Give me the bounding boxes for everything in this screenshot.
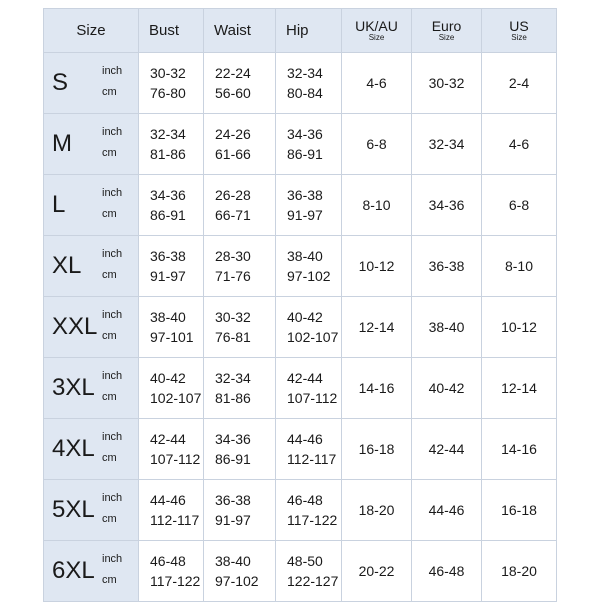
us-size-cell: 10-12	[482, 297, 557, 358]
waist-inch-value: 32-34	[215, 370, 251, 386]
waist-cm-value: 66-71	[215, 207, 251, 223]
hip-cm-value: 91-97	[287, 207, 323, 223]
hip-inch-value: 42-44	[287, 370, 323, 386]
us-size-cell: 8-10	[482, 236, 557, 297]
waist-cell	[204, 541, 276, 602]
euro-size-cell: 30-32	[412, 53, 482, 114]
size-cell	[44, 541, 139, 602]
bust-inch-value: 34-36	[150, 187, 186, 203]
waist-inch-value: 36-38	[215, 492, 251, 508]
size-cell	[44, 419, 139, 480]
size-cell	[44, 175, 139, 236]
euro-size-cell: 46-48	[412, 541, 482, 602]
bust-cell	[139, 358, 204, 419]
waist-cm-value: 81-86	[215, 390, 251, 406]
size-label: S	[52, 69, 69, 96]
euro-size-cell: 44-46	[412, 480, 482, 541]
size-cell	[44, 236, 139, 297]
us-size-cell: 14-16	[482, 419, 557, 480]
bust-cm-value: 107-112	[150, 451, 201, 467]
uk-au-size-cell: 14-16	[342, 358, 412, 419]
bust-cell	[139, 114, 204, 175]
euro-size-cell: 36-38	[412, 236, 482, 297]
waist-cell	[204, 53, 276, 114]
unit-inch-label: inch	[102, 65, 123, 77]
hip-inch-value: 38-40	[287, 248, 323, 264]
unit-cm-label: cm	[102, 147, 117, 159]
size-label: 4XL	[52, 435, 95, 462]
table-row	[44, 358, 557, 419]
waist-cm-value: 91-97	[215, 512, 251, 528]
unit-inch-label: inch	[102, 553, 123, 565]
header-size: Size	[44, 9, 139, 53]
hip-cm-value: 112-117	[287, 451, 337, 467]
hip-inch-value: 40-42	[287, 309, 323, 325]
unit-inch-label: inch	[102, 492, 123, 504]
size-chart-table	[43, 8, 557, 602]
waist-cell	[204, 297, 276, 358]
waist-cm-value: 71-76	[215, 268, 251, 284]
size-label: 3XL	[52, 374, 95, 401]
table-row	[44, 175, 557, 236]
header-us	[482, 9, 557, 53]
header-uk-au	[342, 9, 412, 53]
size-cell	[44, 297, 139, 358]
uk-au-size-cell: 16-18	[342, 419, 412, 480]
table-row	[44, 541, 557, 602]
unit-inch-label: inch	[102, 431, 123, 443]
waist-cell	[204, 175, 276, 236]
hip-inch-value: 44-46	[287, 431, 323, 447]
hip-inch-value: 34-36	[287, 126, 323, 142]
hip-cell	[276, 358, 342, 419]
bust-inch-value: 36-38	[150, 248, 186, 264]
bust-cell	[139, 236, 204, 297]
table-row	[44, 236, 557, 297]
uk-au-size-cell: 20-22	[342, 541, 412, 602]
euro-size-cell: 40-42	[412, 358, 482, 419]
hip-cell	[276, 419, 342, 480]
unit-inch-label: inch	[102, 187, 123, 199]
us-size-cell: 4-6	[482, 114, 557, 175]
uk-au-size-cell: 8-10	[342, 175, 412, 236]
euro-size-cell: 34-36	[412, 175, 482, 236]
hip-cell	[276, 53, 342, 114]
size-label: XXL	[52, 313, 98, 340]
unit-inch-label: inch	[102, 126, 123, 138]
table-row	[44, 114, 557, 175]
waist-cm-value: 86-91	[215, 451, 251, 467]
bust-cell	[139, 541, 204, 602]
hip-cell	[276, 297, 342, 358]
unit-cm-label: cm	[102, 574, 117, 586]
header-uk-au-sublabel: Size	[368, 33, 385, 42]
us-size-cell: 18-20	[482, 541, 557, 602]
header-euro-label: Euro	[431, 18, 462, 34]
table-row	[44, 480, 557, 541]
header-us-sublabel: Size	[511, 33, 527, 42]
waist-inch-value: 22-24	[215, 65, 251, 81]
table-row	[44, 297, 557, 358]
unit-inch-label: inch	[102, 248, 123, 260]
hip-cm-value: 107-112	[287, 390, 338, 406]
bust-cm-value: 102-107	[150, 390, 202, 406]
bust-cm-value: 81-86	[150, 146, 186, 162]
unit-cm-label: cm	[102, 208, 117, 220]
bust-inch-value: 46-48	[150, 553, 186, 569]
bust-cell	[139, 480, 204, 541]
size-label: XL	[52, 252, 82, 279]
bust-inch-value: 30-32	[150, 65, 186, 81]
hip-cell	[276, 114, 342, 175]
header-us-label: US	[509, 18, 529, 34]
unit-cm-label: cm	[102, 269, 117, 281]
uk-au-size-cell: 12-14	[342, 297, 412, 358]
size-label: 6XL	[52, 557, 95, 584]
waist-cm-value: 56-60	[215, 85, 251, 101]
hip-cm-value: 80-84	[287, 85, 323, 101]
hip-inch-value: 32-34	[287, 65, 323, 81]
header-hip: Hip	[276, 9, 342, 53]
size-label: L	[52, 191, 66, 218]
hip-cell	[276, 541, 342, 602]
unit-cm-label: cm	[102, 86, 117, 98]
waist-inch-value: 34-36	[215, 431, 251, 447]
bust-inch-value: 42-44	[150, 431, 186, 447]
header-bust: Bust	[139, 9, 204, 53]
euro-size-cell: 42-44	[412, 419, 482, 480]
waist-cell	[204, 358, 276, 419]
bust-cm-value: 112-117	[150, 512, 200, 528]
waist-inch-value: 24-26	[215, 126, 251, 142]
bust-cell	[139, 297, 204, 358]
uk-au-size-cell: 10-12	[342, 236, 412, 297]
waist-inch-value: 28-30	[215, 248, 251, 264]
bust-inch-value: 40-42	[150, 370, 186, 386]
header-uk-au-label: UK/AU	[355, 18, 398, 34]
bust-cm-value: 76-80	[150, 85, 186, 101]
bust-cm-value: 91-97	[150, 268, 186, 284]
waist-cm-value: 97-102	[215, 573, 259, 589]
waist-cm-value: 61-66	[215, 146, 251, 162]
bust-cm-value: 117-122	[150, 573, 201, 589]
hip-cm-value: 86-91	[287, 146, 323, 162]
hip-cell	[276, 236, 342, 297]
size-cell	[44, 53, 139, 114]
header-row	[44, 9, 557, 53]
waist-cell	[204, 114, 276, 175]
hip-inch-value: 48-50	[287, 553, 323, 569]
size-cell	[44, 480, 139, 541]
waist-cell	[204, 419, 276, 480]
bust-inch-value: 38-40	[150, 309, 186, 325]
waist-inch-value: 26-28	[215, 187, 251, 203]
uk-au-size-cell: 18-20	[342, 480, 412, 541]
header-euro	[412, 9, 482, 53]
unit-cm-label: cm	[102, 452, 117, 464]
us-size-cell: 6-8	[482, 175, 557, 236]
euro-size-cell: 38-40	[412, 297, 482, 358]
bust-inch-value: 44-46	[150, 492, 186, 508]
uk-au-size-cell: 4-6	[342, 53, 412, 114]
bust-cm-value: 86-91	[150, 207, 186, 223]
bust-cell	[139, 419, 204, 480]
table-row	[44, 53, 557, 114]
waist-inch-value: 30-32	[215, 309, 251, 325]
hip-cm-value: 122-127	[287, 573, 339, 589]
table-row	[44, 419, 557, 480]
bust-cell	[139, 53, 204, 114]
us-size-cell: 16-18	[482, 480, 557, 541]
unit-cm-label: cm	[102, 391, 117, 403]
hip-inch-value: 46-48	[287, 492, 323, 508]
unit-cm-label: cm	[102, 513, 117, 525]
hip-cm-value: 97-102	[287, 268, 331, 284]
euro-size-cell: 32-34	[412, 114, 482, 175]
bust-inch-value: 32-34	[150, 126, 186, 142]
uk-au-size-cell: 6-8	[342, 114, 412, 175]
waist-inch-value: 38-40	[215, 553, 251, 569]
hip-cell	[276, 175, 342, 236]
waist-cm-value: 76-81	[215, 329, 251, 345]
unit-cm-label: cm	[102, 330, 117, 342]
header-waist: Waist	[204, 9, 276, 53]
size-cell	[44, 358, 139, 419]
size-chart	[43, 8, 556, 602]
bust-cell	[139, 175, 204, 236]
size-label: 5XL	[52, 496, 95, 523]
size-label: M	[52, 130, 72, 157]
unit-inch-label: inch	[102, 370, 123, 382]
hip-cell	[276, 480, 342, 541]
size-cell	[44, 114, 139, 175]
waist-cell	[204, 480, 276, 541]
hip-inch-value: 36-38	[287, 187, 323, 203]
header-euro-sublabel: Size	[438, 33, 455, 42]
unit-inch-label: inch	[102, 309, 123, 321]
bust-cm-value: 97-101	[150, 329, 194, 345]
us-size-cell: 2-4	[482, 53, 557, 114]
us-size-cell: 12-14	[482, 358, 557, 419]
hip-cm-value: 102-107	[287, 329, 339, 345]
hip-cm-value: 117-122	[287, 512, 338, 528]
waist-cell	[204, 236, 276, 297]
